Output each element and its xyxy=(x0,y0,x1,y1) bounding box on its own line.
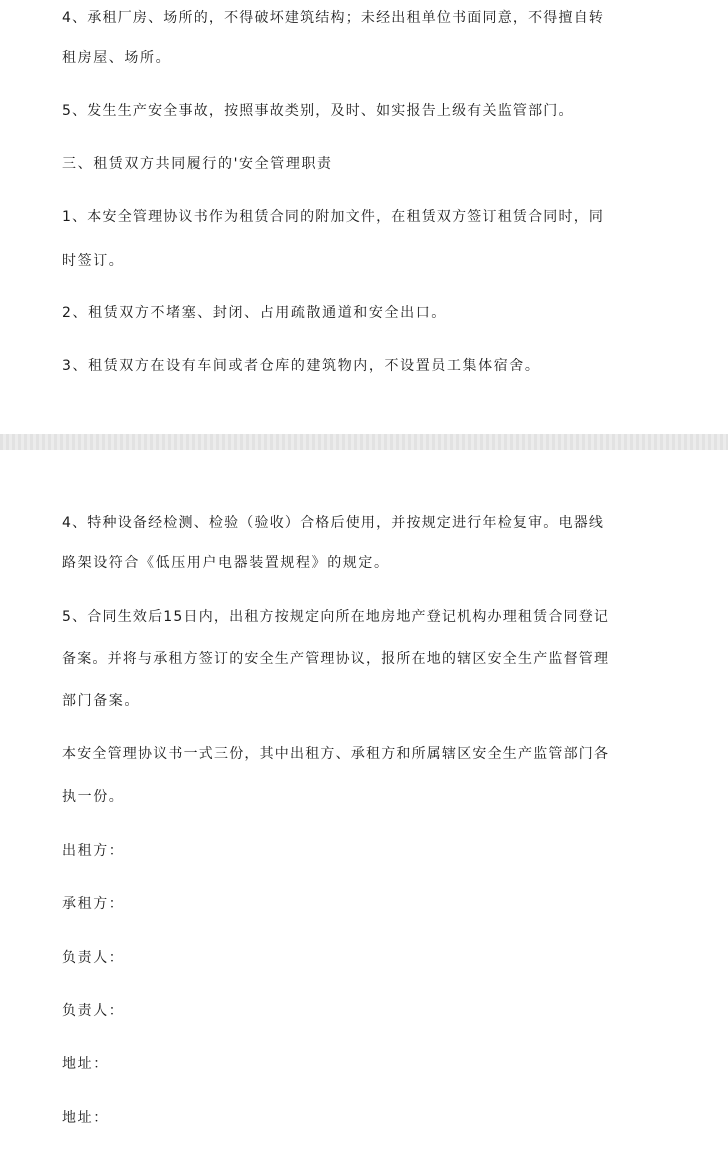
document-page-2 xyxy=(0,450,728,1164)
text-line: 时签订。 xyxy=(62,253,125,269)
signature-label-lessor: 出租方： xyxy=(62,843,125,859)
text-line: 2、租赁双方不堵塞、封闭、占用疏散通道和安全出口。 xyxy=(62,305,447,321)
document-page-1 xyxy=(0,0,728,434)
page-divider xyxy=(0,434,728,450)
signature-label-address: 地址： xyxy=(62,1056,109,1072)
text-line: 部门备案。 xyxy=(62,693,140,709)
text-line: 4、承租厂房、场所的，不得破坏建筑结构；未经出租单位书面同意，不得擅自转 xyxy=(62,10,605,26)
text-line: 5、合同生效后15日内，出租方按规定向所在地房地产登记机构办理租赁合同登记 xyxy=(62,609,610,625)
text-line: 备案。并将与承租方签订的安全生产管理协议，报所在地的辖区安全生产监督管理 xyxy=(62,651,610,667)
signature-label-lessee: 承租方： xyxy=(62,896,125,912)
text-line: 本安全管理协议书一式三份，其中出租方、承租方和所属辖区安全生产监管部门各 xyxy=(62,746,610,762)
section-heading: 三、租赁双方共同履行的'安全管理职责 xyxy=(62,156,333,172)
text-line: 执一份。 xyxy=(62,789,125,805)
text-line: 3、租赁双方在设有车间或者仓库的建筑物内，不设置员工集体宿舍。 xyxy=(62,358,541,374)
text-line: 路架设符合《低压用户电器装置规程》的规定。 xyxy=(62,555,390,571)
text-line: 租房屋、场所。 xyxy=(62,50,172,66)
signature-label-address: 地址： xyxy=(62,1110,109,1126)
signature-label-responsible: 负责人： xyxy=(62,950,125,966)
text-line: 1、本安全管理协议书作为租赁合同的附加文件，在租赁双方签订租赁合同时，同 xyxy=(62,209,605,225)
text-line: 4、特种设备经检测、检验（验收）合格后使用，并按规定进行年检复审。电器线 xyxy=(62,515,605,531)
signature-label-responsible: 负责人： xyxy=(62,1003,125,1019)
text-line: 5、发生生产安全事故，按照事故类别，及时、如实报告上级有关监管部门。 xyxy=(62,103,574,119)
